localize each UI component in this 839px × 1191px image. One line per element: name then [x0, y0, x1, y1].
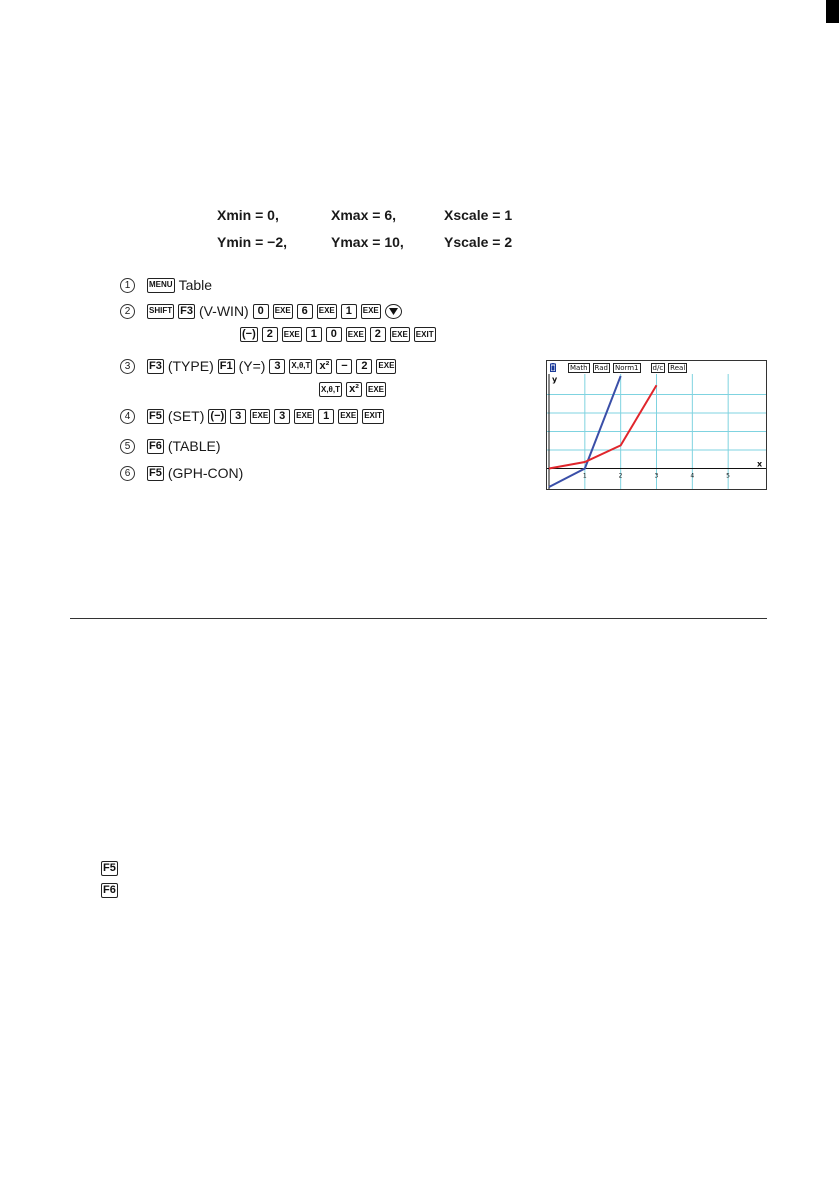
exe-key-icon: EXE [294, 409, 314, 424]
y-axis-label: y [552, 375, 558, 384]
f5-key-icon: F5 [149, 466, 162, 479]
step-6 [120, 465, 243, 481]
calculator-screen [546, 360, 767, 490]
step-2 [120, 303, 402, 319]
minus-key-icon: − [336, 359, 352, 374]
yscale-setting: Yscale = 2 [444, 234, 513, 250]
display-mode-tag: Norm1 [614, 363, 639, 372]
step-number: 5 [120, 439, 135, 454]
x-axis-label: x [757, 459, 763, 469]
step-text: Table [178, 277, 213, 293]
xmin-setting: Xmin = 0, [217, 207, 279, 223]
down-arrow-key-icon [385, 304, 402, 319]
x-tick-label: 4 [690, 472, 695, 480]
key-icon: 3 [274, 409, 290, 424]
exe-key-icon: EXE [390, 327, 410, 342]
exe-key-icon: EXE [273, 304, 293, 319]
key-icon: 1 [341, 304, 357, 319]
math-mode-tag: Math [570, 363, 588, 372]
exe-key-icon: EXE [376, 359, 396, 374]
key-icon: 0 [326, 327, 342, 342]
variable-key-icon: X,θ,T [319, 382, 342, 397]
key-icon: 1 [306, 327, 322, 342]
fraction-mode-tag: d/c [652, 363, 664, 372]
f6-key-icon: F6 [103, 884, 116, 896]
exe-key-icon: EXE [250, 409, 270, 424]
key-icon: 2 [356, 359, 372, 374]
step-number: 6 [120, 466, 135, 481]
variable-key-icon: X,θ,T [289, 359, 312, 374]
key-icon: 6 [297, 304, 313, 319]
exe-key-icon: EXE [366, 382, 386, 397]
step-number: 4 [120, 409, 135, 424]
step-text: (SET) [167, 408, 205, 424]
f3-key-icon: F3 [180, 304, 193, 317]
exit-key-icon: EXIT [362, 409, 384, 424]
angle-mode-tag: Rad [594, 363, 608, 372]
key-icon: 3 [269, 359, 285, 374]
f5-key-icon: F5 [149, 409, 162, 422]
graph-plot [547, 374, 766, 489]
x-tick-label: 5 [726, 472, 730, 480]
menu-key-icon: MENU [147, 278, 175, 293]
step-text: (TYPE) [167, 358, 214, 374]
key-icon: 0 [253, 304, 269, 319]
step-number: 3 [120, 359, 135, 374]
f3-key-icon: F3 [149, 359, 162, 372]
step-3 [120, 358, 396, 374]
f6-key-icon: F6 [149, 439, 162, 452]
step-3-continued [319, 382, 386, 397]
step-text: (V-WIN) [198, 303, 249, 319]
exe-key-icon: EXE [346, 327, 366, 342]
exit-key-icon: EXIT [414, 327, 436, 342]
step-text: (GPH-CON) [167, 465, 244, 481]
key-icon: 2 [370, 327, 386, 342]
step-4 [120, 408, 384, 424]
f5-key-icon: F5 [103, 862, 116, 874]
square-key-icon: x² [316, 359, 332, 374]
step-text: (TABLE) [167, 438, 221, 454]
ymax-setting: Ymax = 10, [331, 234, 404, 250]
x-tick-label: 3 [654, 472, 659, 480]
key-icon: 1 [318, 409, 334, 424]
complex-mode-tag: Real [670, 363, 686, 372]
step-text: (Y=) [238, 358, 266, 374]
step-2-continued [240, 327, 436, 342]
exe-key-icon: EXE [338, 409, 358, 424]
series-line-2 [549, 385, 657, 468]
step-5 [120, 438, 220, 454]
exe-key-icon: EXE [317, 304, 337, 319]
ymin-setting: Ymin = −2, [217, 234, 288, 250]
exe-key-icon: EXE [282, 327, 302, 342]
exe-key-icon: EXE [361, 304, 381, 319]
shift-key-icon: SHIFT [147, 304, 174, 319]
key-icon: 2 [262, 327, 278, 342]
negative-key-icon: (−) [242, 328, 256, 340]
step-number: 2 [120, 304, 135, 319]
section-divider [70, 618, 767, 619]
f5-key-reference [101, 858, 118, 876]
step-number: 1 [120, 278, 135, 293]
key-icon: 3 [230, 409, 246, 424]
xmax-setting: Xmax = 6, [331, 207, 396, 223]
f6-key-reference [101, 880, 118, 898]
x-tick-label: 2 [618, 472, 623, 480]
x-tick-label: 1 [582, 472, 587, 480]
square-key-icon: x² [346, 382, 362, 397]
negative-key-icon: (−) [210, 409, 225, 422]
step-1 [120, 277, 212, 293]
status-bar [547, 361, 766, 374]
f1-key-icon: F1 [219, 359, 233, 372]
page-edge-tab [826, 0, 839, 23]
xscale-setting: Xscale = 1 [444, 207, 513, 223]
